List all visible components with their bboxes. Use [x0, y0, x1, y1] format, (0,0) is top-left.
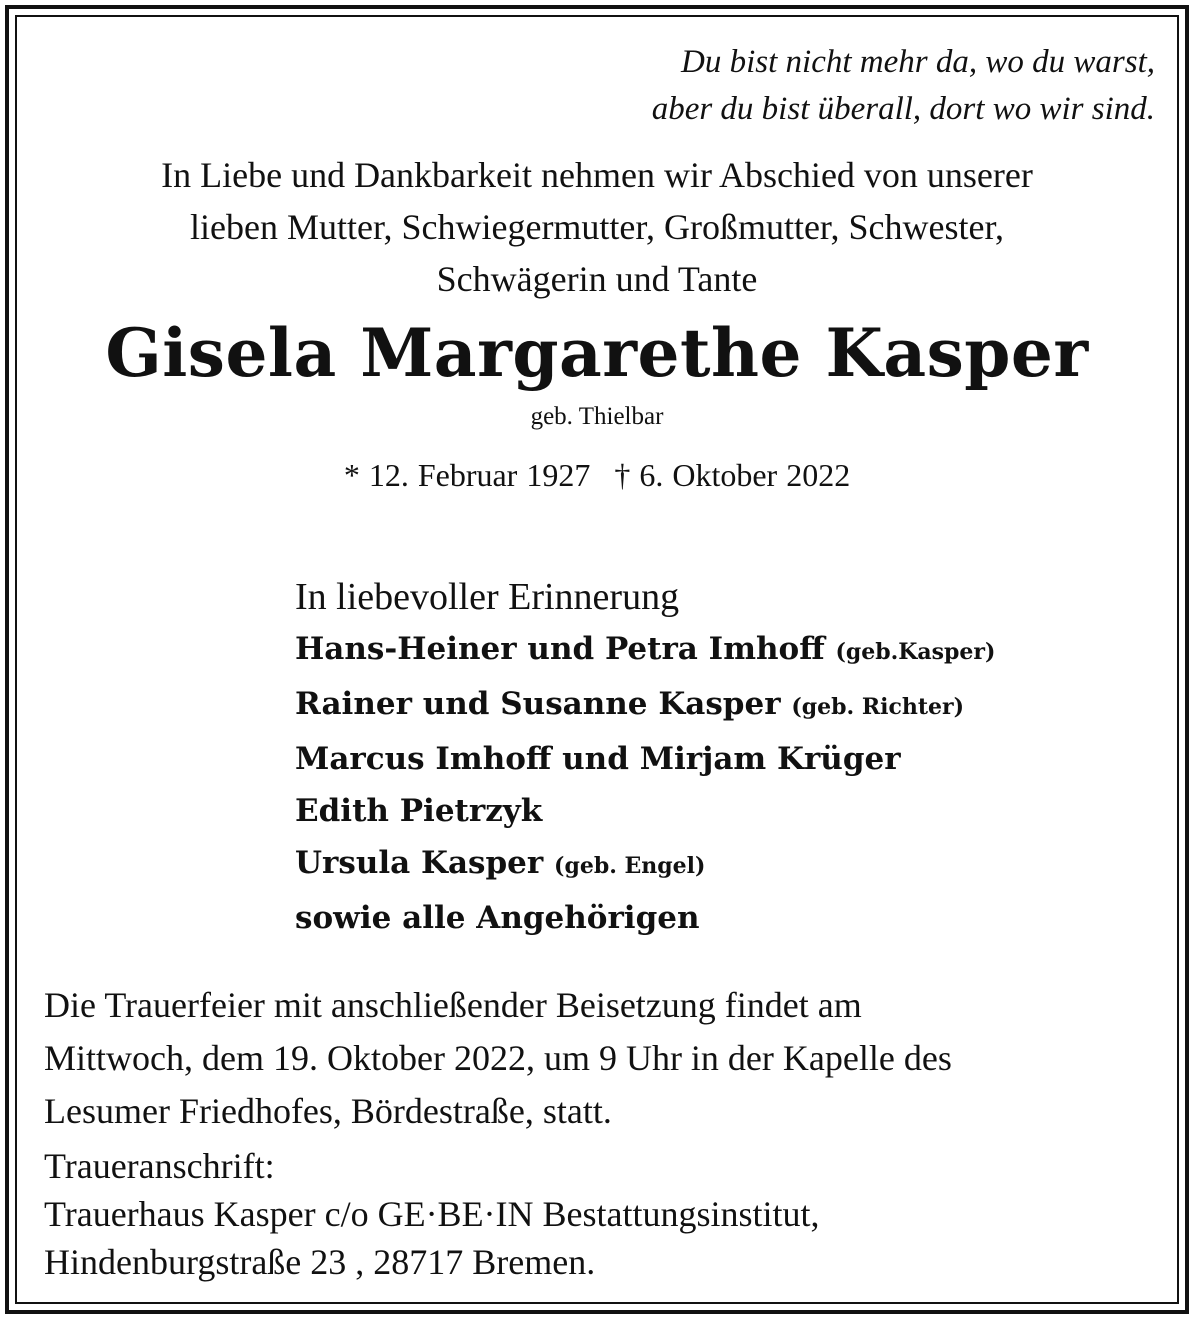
- born-name: geb. Thielbar: [530, 403, 664, 430]
- obituary-frame: [5, 5, 1189, 1314]
- death-date: † 6. Oktober 2022: [614, 457, 851, 493]
- mourner-name: Rainer und Susanne Kasper: [295, 686, 781, 722]
- mourner-name: Marcus Imhoff und Mirjam Krüger: [295, 741, 901, 777]
- birth-date: * 12. Februar 1927: [343, 457, 591, 493]
- intro-line-3: Schwägerin und Tante: [436, 259, 758, 299]
- obituary-content: [9, 9, 1185, 1310]
- mourner-item: [295, 837, 995, 892]
- ceremony-line-2: Mittwoch, dem 19. Oktober 2022, um 9 Uhr in der Kapelle des: [44, 1038, 952, 1078]
- ceremony-line-1: Die Trauerfeier mit anschließender Beisetzung findet am: [44, 985, 862, 1025]
- memorial-quote: [652, 39, 1155, 133]
- mourner-maiden-name: (geb. Engel): [554, 853, 706, 879]
- mourner-item: [295, 785, 995, 837]
- mourner-name: Ursula Kasper: [295, 845, 544, 881]
- address-label: Traueranschrift:: [44, 1146, 275, 1186]
- ceremony-details: [44, 979, 1174, 1138]
- mourning-address: [44, 1142, 1174, 1286]
- mourner-item: [295, 678, 995, 733]
- mourner-name: sowie alle Angehörigen: [295, 900, 700, 936]
- mourner-item: [295, 892, 995, 944]
- mourner-name: Edith Pietrzyk: [295, 793, 543, 829]
- memory-heading: In liebevoller Erinnerung: [295, 576, 680, 618]
- mourner-item: [295, 733, 995, 785]
- address-line-2: Hindenburgstraße 23 , 28717 Bremen.: [44, 1242, 596, 1282]
- mourner-name: Hans-Heiner und Petra Imhoff: [295, 631, 825, 667]
- quote-line-2: aber du bist überall, dort wo wir sind.: [651, 91, 1155, 127]
- quote-line-1: Du bist nicht mehr da, wo du warst,: [681, 44, 1155, 80]
- intro-line-2: lieben Mutter, Schwiegermutter, Großmutter, Schwester,: [189, 207, 1004, 247]
- mourner-maiden-name: (geb. Richter): [791, 694, 965, 720]
- life-dates: [9, 451, 1185, 499]
- address-line-1: Trauerhaus Kasper c/o GE·BE·IN Bestattungsinstitut,: [44, 1194, 820, 1234]
- mourner-maiden-name: (geb.Kasper): [835, 639, 996, 665]
- deceased-name: Gisela Margarethe Kasper: [105, 314, 1089, 392]
- farewell-intro: [29, 149, 1165, 305]
- intro-line-1: In Liebe und Dankbarkeit nehmen wir Abschied von unserer: [161, 155, 1033, 195]
- mourner-item: [295, 623, 995, 678]
- mourners-list: [295, 623, 995, 944]
- ceremony-line-3: Lesumer Friedhofes, Bördestraße, statt.: [44, 1091, 612, 1131]
